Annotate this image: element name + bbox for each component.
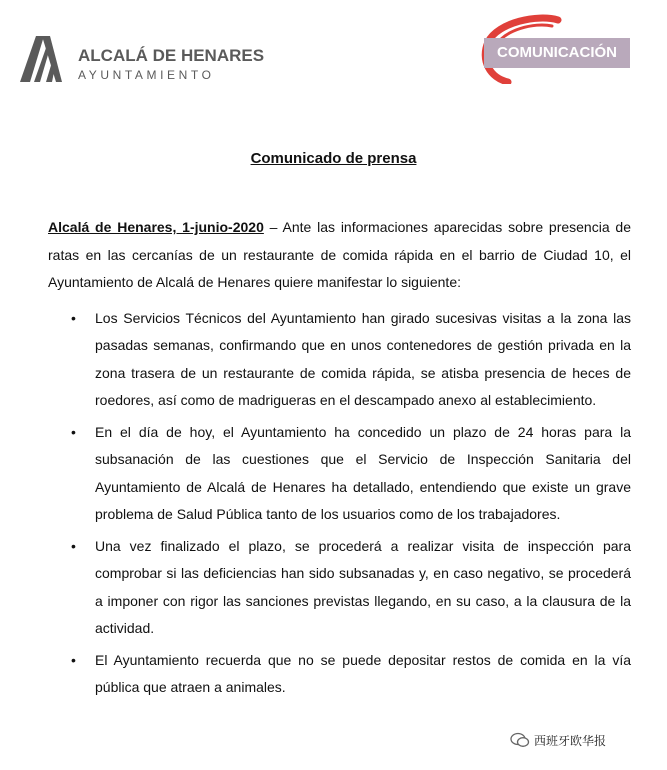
list-item-text: El Ayuntamiento recuerda que no se puede depositar restos de comida en la vía pública que atraen a animales. <box>95 651 631 695</box>
intro-paragraph <box>48 214 631 297</box>
bullet-list <box>48 305 631 702</box>
alcala-logo-mark-icon <box>16 32 64 84</box>
bullet-symbol: • <box>71 309 76 326</box>
page-title: Comunicado de prensa <box>250 150 417 167</box>
wechat-icon <box>510 732 530 748</box>
list-item-text: En el día de hoy, el Ayuntamiento ha concedido un plazo de 24 horas para la subsanación de las cuestiones que el Servicio de Inspección Sanitaria del Ayuntamiento de Alcalá de Henares ha detallado, entendiendo que existe un grave problema de Salud Pública tanto de los usuarios como de los trabajadores. <box>95 423 631 522</box>
comunicacion-logo <box>478 12 638 84</box>
logo-subtitle: AYUNTAMIENTO <box>78 68 215 82</box>
bullet-symbol: • <box>71 423 76 440</box>
wechat-watermark <box>510 730 606 750</box>
ayuntamiento-logo <box>16 32 265 88</box>
press-release-body <box>48 214 631 706</box>
comunicacion-label: COMUNICACIÓN <box>484 38 630 68</box>
watermark-text: 西班牙欧华报 <box>534 733 607 748</box>
logo-city-name: ALCALÁ DE HENARES <box>78 46 265 65</box>
list-item-text: Una vez finalizado el plazo, se procederá a realizar visita de inspección para comprobar si las deficiencias han sido subsanadas y, en caso negativo, se procederá a imponer con rigor las sanciones previstas llegando, en su caso, a la clausura de la actividad. <box>95 537 631 636</box>
list-item <box>48 419 631 529</box>
bullet-symbol: • <box>71 537 76 554</box>
bullet-symbol: • <box>71 651 76 668</box>
list-item <box>48 533 631 643</box>
list-item <box>48 305 631 415</box>
intro-text: – Ante las informaciones aparecidas sobre presencia de ratas en las cercanías de un restaurante de comida rápida en el barrio de Ciudad 10, el Ayuntamiento de Alcalá de Henares quiere manifestar lo siguiente: <box>48 219 631 290</box>
dateline: Alcalá de Henares, 1-junio-2020 <box>48 219 264 235</box>
list-item <box>48 647 631 702</box>
list-item-text: Los Servicios Técnicos del Ayuntamiento han girado sucesivas visitas a la zona las pasadas semanas, confirmando que en unos contenedores de gestión privada en la zona trasera de un restaurante de comida rápida, se atisba presencia de heces de roedores, así como de madrigueras en el descampado anexo al establecimiento. <box>95 309 631 408</box>
